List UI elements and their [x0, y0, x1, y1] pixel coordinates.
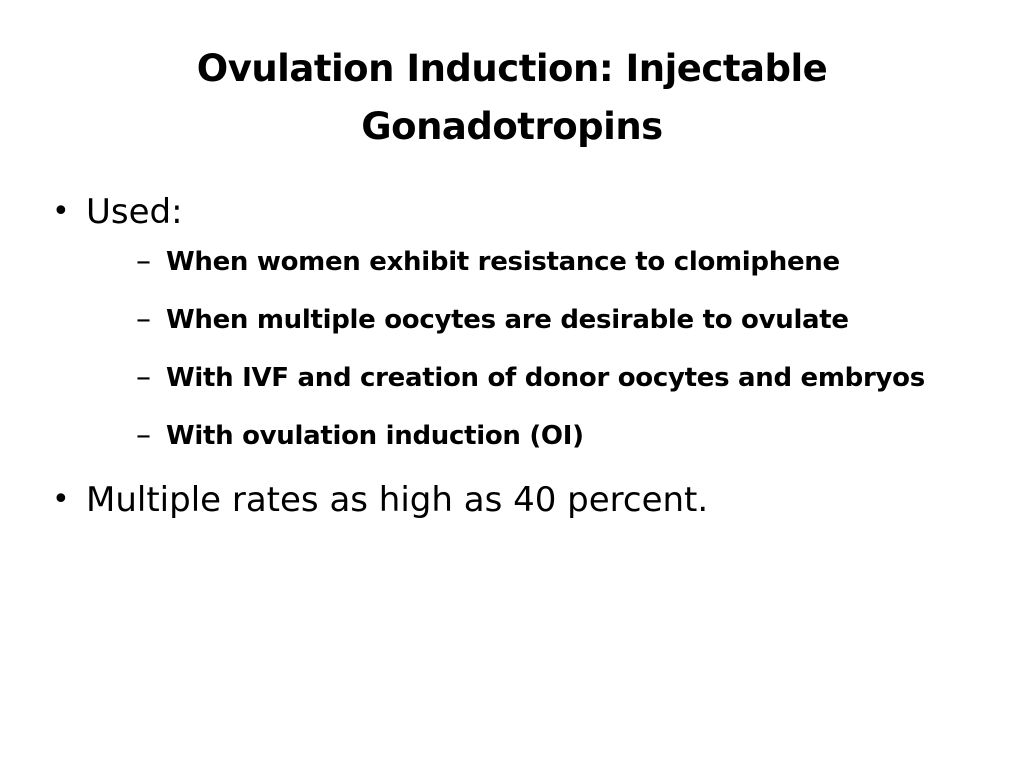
dash-marker: – — [136, 418, 151, 453]
bullet-marker: • — [52, 194, 70, 229]
slide-title-line-2: Gonadotropins — [361, 105, 663, 148]
sub-bullet-text: With IVF and creation of donor oocytes and embryos — [166, 363, 925, 393]
bullet-text: Multiple rates as high as 40 percent. — [86, 480, 709, 520]
sub-bullet-text: With ovulation induction (OI) — [166, 421, 584, 451]
bullet-item-multiple-rates — [50, 476, 950, 524]
slide-title — [112, 40, 912, 156]
bullet-list — [50, 188, 950, 536]
bullet-item-used — [50, 188, 950, 454]
sub-bullet-text: When multiple oocytes are desirable to ovulate — [166, 305, 849, 335]
slide-title-line-1: Ovulation Induction: Injectable — [196, 47, 828, 90]
sub-bullet-item — [86, 302, 950, 338]
dash-marker: – — [136, 244, 151, 279]
sub-bullet-text: When women exhibit resistance to clomiphene — [166, 247, 840, 277]
bullet-text: Used: — [86, 192, 183, 232]
dash-marker: – — [136, 302, 151, 337]
sub-bullet-item — [86, 244, 950, 280]
sub-bullet-list — [86, 244, 950, 454]
dash-marker: – — [136, 360, 151, 395]
sub-bullet-item — [86, 418, 950, 454]
sub-bullet-item — [86, 360, 950, 396]
bullet-marker: • — [52, 482, 70, 517]
